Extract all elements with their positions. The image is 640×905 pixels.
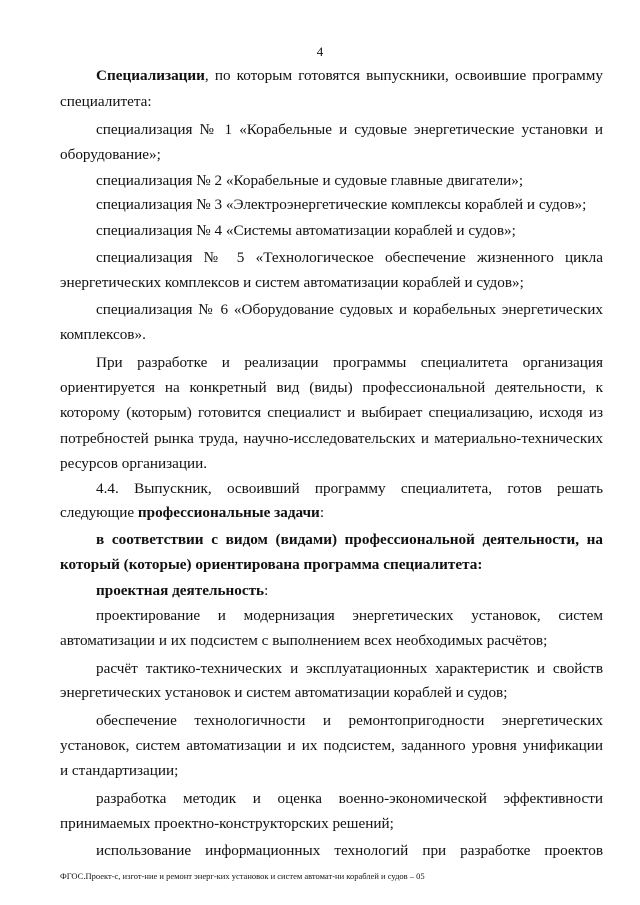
doc-line: энергетических установок и систем автоматизации кораблей и судов; [60,684,508,701]
page-number: 4 [316,44,324,59]
doc-line: установок, систем автоматизации и их подсистем, заданного уровня унификации [60,737,603,754]
bold-term: профессиональные задачи [137,504,320,521]
doc-line: энергетических комплексов и систем автоматизации кораблей и судов»; [60,274,524,291]
doc-line: проектирование и модернизация энергетических установок, систем [96,607,603,624]
doc-line: обеспечение технологичности и ремонтопригодности энергетических [96,712,603,729]
doc-line: специализация № 4 «Системы автоматизации кораблей и судов»; [96,222,516,239]
bold-term: проектная деятельность [96,582,265,599]
doc-line [96,582,603,600]
doc-line: оборудование»; [60,146,161,163]
doc-line: специалитета: [60,93,152,110]
doc-line: ресурсов организации. [60,455,208,472]
doc-line: которому (которым) готовится специалист и выбирает специализацию, исходя из [60,404,603,421]
doc-line: расчёт тактико-технических и эксплуатационных характеристик и свойств [96,660,603,677]
line-text: : [319,504,325,521]
doc-line: При разработке и реализации программы специалитета организация [96,354,603,371]
doc-line-bold: который (которые) ориентирована программа специалитета: [60,556,483,573]
line-text: следующие [60,504,138,521]
doc-line: принимаемых проектно-конструкторских решений; [60,815,394,832]
doc-line: потребностей рынка труда, научно-исследовательских и материально-технических [60,430,603,447]
doc-line: специализация № 2 «Корабельные и судовые главные двигатели»; [96,172,524,189]
doc-line [96,67,603,85]
doc-line: 4.4. Выпускник, освоивший программу специалитета, готов решать [96,480,603,497]
line-text: , по которым готовятся выпускники, освоившие программу [204,67,603,84]
doc-line: и стандартизации; [60,762,179,779]
doc-line [60,504,603,522]
doc-line: использование информационных технологий при разработке проектов [96,842,603,859]
doc-line: специализация № 6 «Оборудование судовых и корабельных энергетических [96,301,603,318]
doc-line: автоматизации и их подсистем с выполнением всех необходимых расчётов; [60,632,548,649]
doc-line: специализация № 3 «Электроэнергетические комплексы кораблей и судов»; [96,196,587,213]
bold-term: Специализации [96,67,205,84]
doc-line: комплексов». [60,326,146,343]
doc-line: специализация № 5 «Технологическое обеспечение жизненного цикла [96,249,603,266]
line-text: : [264,582,269,599]
doc-line: специализация № 1 «Корабельные и судовые энергетические установки и [96,121,603,138]
doc-line-bold: в соответствии с видом (видами) профессиональной деятельности, на [96,531,603,548]
doc-line: разработка методик и оценка военно-экономической эффективности [96,790,603,807]
doc-line: ориентируется на конкретный вид (виды) профессиональной деятельности, к [60,379,603,396]
page-footer: ФГОС.Проект-с, изгот-ние и ремонт энерг-ких установок и систем автомат-ни кораблей и судов – 05 [60,871,425,881]
